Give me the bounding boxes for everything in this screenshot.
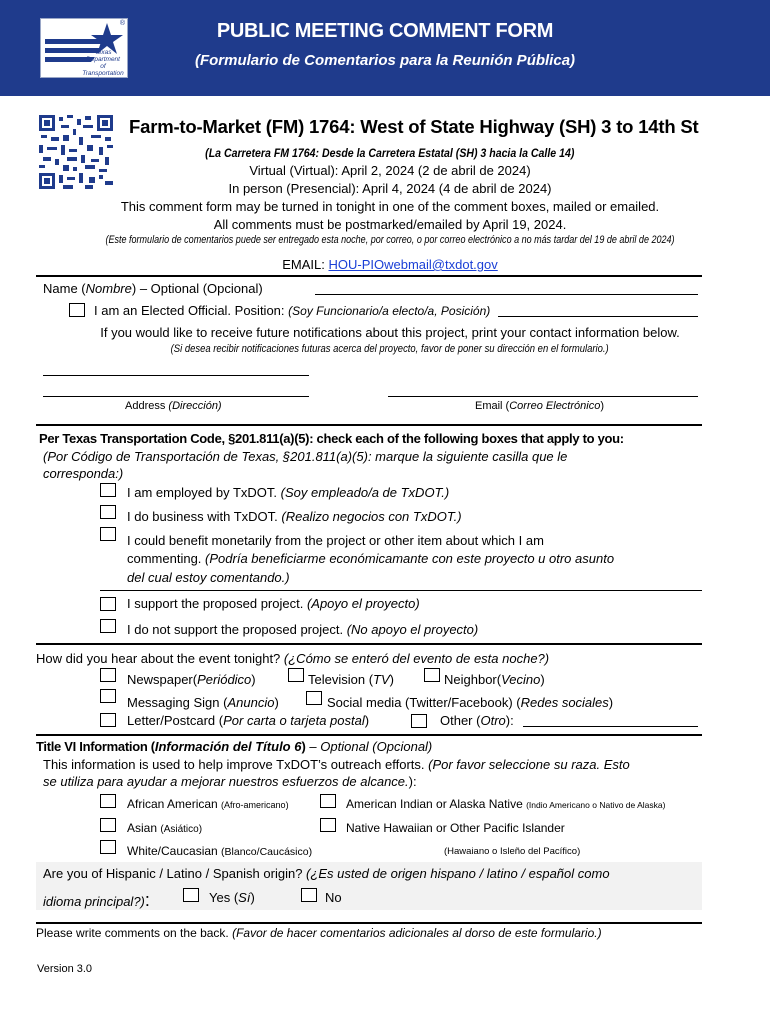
email-label: Email (Correo Electrónico) xyxy=(475,400,604,412)
native-hawaiian-checkbox[interactable] xyxy=(320,818,336,832)
social-media-label: Social media (Twitter/Facebook) (Redes sociales) xyxy=(327,695,614,710)
hispanic-question: Are you of Hispanic / Latino / Spanish origin? (¿Es usted de origen hispano / latino / español como xyxy=(43,866,610,881)
support-label: I support the proposed project. (Apoyo el proyecto) xyxy=(127,596,420,611)
hispanic-no-label: No xyxy=(325,890,342,905)
deadline-es: (Este formulario de comentarios puede ser entregado esta noche, por correo, o por correo electrónico a no más tardar del 19 de abril de 2024) xyxy=(105,234,675,246)
other-label: Other (Otro): xyxy=(440,713,514,728)
divider xyxy=(36,734,702,736)
divider xyxy=(36,643,702,645)
letter-label: Letter/Postcard (Por carta o tarjeta postal) xyxy=(127,713,370,728)
title6-info: This information is used to help improve TxDOT’s outreach efforts. (Por favor seleccione su raza. Esto xyxy=(43,757,630,772)
benefit-label-line-2: commenting. (Podría beneficiarme económicamante con este proyecto u otro asunto xyxy=(127,551,615,566)
txdot-logo: ® Texas Department of Transportation xyxy=(40,18,128,78)
hispanic-no-checkbox[interactable] xyxy=(301,888,317,902)
address-field-line-1[interactable] xyxy=(43,375,309,376)
other-checkbox[interactable] xyxy=(411,714,427,728)
television-label: Television (TV) xyxy=(308,672,394,687)
white-label: White/Caucasian (Blanco/Caucásico) xyxy=(127,844,313,858)
form-title: PUBLIC MEETING COMMENT FORM xyxy=(216,20,554,42)
code-heading-es: (Por Código de Transportación de Texas, §201.811(a)(5): marque la siguiente casilla que le xyxy=(43,449,568,464)
code-heading: Per Texas Transportation Code, §201.811(a)(5): check each of the following boxes that apply to you: xyxy=(39,431,624,446)
position-field[interactable] xyxy=(498,316,698,317)
notify-text: If you would like to receive future notifications about this project, print your contact information below. xyxy=(100,325,680,340)
hispanic-yes-label: Yes (Sí) xyxy=(209,890,255,905)
version: Version 3.0 xyxy=(37,963,93,975)
in-person-date: In person (Presencial): April 4, 2024 (4 de abril de 2024) xyxy=(228,181,552,196)
name-label: Name (Nombre) – Optional (Opcional) xyxy=(43,281,263,296)
not-support-label: I do not support the proposed project. (No apoyo el proyecto) xyxy=(127,622,479,637)
newspaper-checkbox[interactable] xyxy=(100,668,116,682)
name-field[interactable] xyxy=(315,294,698,295)
email-link[interactable]: HOU-PIOwebmail@txdot.gov xyxy=(328,257,498,272)
television-checkbox[interactable] xyxy=(288,668,304,682)
african-american-checkbox[interactable] xyxy=(100,794,116,808)
benefit-label-line-3: del cual estoy comentando.) xyxy=(127,570,290,585)
form-header xyxy=(0,0,770,96)
comments-note: Please write comments on the back. (Favor de hacer comentarios adicionales al dorso de este formulario.) xyxy=(36,926,602,940)
divider xyxy=(36,922,702,924)
messaging-sign-label: Messaging Sign (Anuncio) xyxy=(127,695,279,710)
elected-official-label: I am an Elected Official. Position: (Soy Funcionario/a electo/a, Posición) xyxy=(94,303,491,318)
submission-instructions: This comment form may be turned in tonight in one of the comment boxes, mailed or emailed. xyxy=(120,199,660,214)
hispanic-question-2: idioma principal?): xyxy=(43,890,150,910)
employed-checkbox[interactable] xyxy=(100,483,116,497)
support-checkbox[interactable] xyxy=(100,597,116,611)
messaging-sign-checkbox[interactable] xyxy=(100,689,116,703)
elected-official-checkbox[interactable] xyxy=(69,303,85,317)
benefit-checkbox[interactable] xyxy=(100,527,116,541)
title6-info-2: se utiliza para ayudar a mejorar nuestros esfuerzos de alcance.): xyxy=(43,774,417,789)
asian-label: Asian (Asiático) xyxy=(127,821,203,835)
neighbor-checkbox[interactable] xyxy=(424,668,440,682)
address-label: Address (Dirección) xyxy=(125,400,222,412)
benefit-label-line-1: I could benefit monetarily from the project or other item about which I am xyxy=(127,533,544,548)
project-title-es: (La Carretera FM 1764: Desde la Carretera Estatal (SH) 3 hacia la Calle 14) xyxy=(205,146,575,160)
business-checkbox[interactable] xyxy=(100,505,116,519)
title6-heading: Title VI Information (Información del Título 6) – Optional (Opcional) xyxy=(36,739,433,754)
asian-checkbox[interactable] xyxy=(100,818,116,832)
american-indian-checkbox[interactable] xyxy=(320,794,336,808)
email-field[interactable] xyxy=(388,396,698,397)
divider xyxy=(100,590,702,591)
hear-question: How did you hear about the event tonight? (¿Cómo se enteró del evento de esta noche?) xyxy=(36,651,550,666)
business-label: I do business with TxDOT. (Realizo negocios con TxDOT.) xyxy=(127,509,462,524)
email-contact: EMAIL: HOU-PIOwebmail@txdot.gov xyxy=(282,257,498,272)
native-hawaiian-label-es: (Hawaiano o Isleño del Pacífico) xyxy=(444,846,581,857)
hispanic-yes-checkbox[interactable] xyxy=(183,888,199,902)
logo-text: Texas Department of Transportation xyxy=(82,49,124,77)
divider xyxy=(36,424,702,426)
other-field[interactable] xyxy=(523,726,698,727)
address-field-line-2[interactable] xyxy=(43,396,309,397)
not-support-checkbox[interactable] xyxy=(100,619,116,633)
american-indian-label: American Indian or Alaska Native (Indio Americano o Nativo de Alaska) xyxy=(346,797,666,811)
white-checkbox[interactable] xyxy=(100,840,116,854)
letter-checkbox[interactable] xyxy=(100,713,116,727)
newspaper-label: Newspaper(Periódico) xyxy=(127,672,256,687)
deadline: All comments must be postmarked/emailed by April 19, 2024. xyxy=(213,217,567,232)
social-media-checkbox[interactable] xyxy=(306,691,322,705)
native-hawaiian-label: Native Hawaiian or Other Pacific Islander xyxy=(346,821,565,835)
form-subtitle: (Formulario de Comentarios para la Reunión Pública) xyxy=(194,52,576,69)
employed-label: I am employed by TxDOT. (Soy empleado/a de TxDOT.) xyxy=(127,485,450,500)
divider xyxy=(36,275,702,277)
african-american-label: African American (Afro-americano) xyxy=(127,797,289,811)
virtual-date: Virtual (Virtual): April 2, 2024 (2 de abril de 2024) xyxy=(249,163,531,178)
code-heading-es-2: corresponda:) xyxy=(43,466,124,481)
notify-text-es: (Si desea recibir notificaciones futuras acerca del proyecto, favor de poner su dirección en el formulario.) xyxy=(170,343,610,355)
neighbor-label: Neighbor(Vecino) xyxy=(444,672,545,687)
project-title: Farm-to-Market (FM) 1764: West of State Highway (SH) 3 to 14th St xyxy=(129,116,699,137)
